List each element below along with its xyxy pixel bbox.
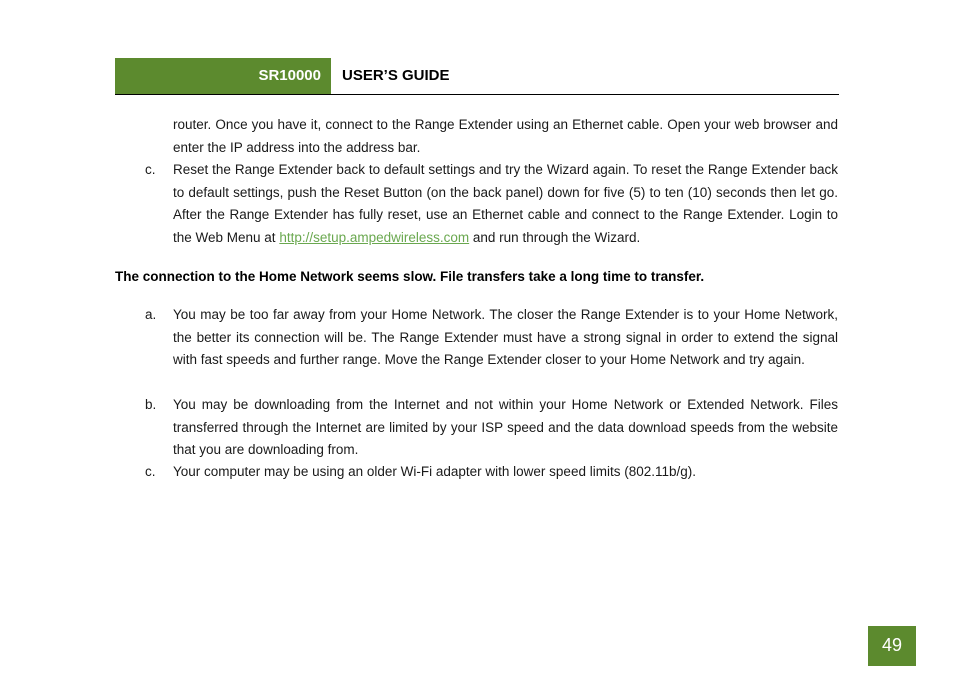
list-marker: a. (145, 307, 157, 322)
list-item-text (173, 159, 838, 249)
list-marker: b. (145, 397, 157, 412)
page-header (115, 58, 839, 95)
list-item-text: Your computer may be using an older Wi-Fi adapter with lower speed limits (802.11b/g). (173, 464, 696, 479)
list-marker: c. (145, 464, 156, 479)
setup-link[interactable]: http://setup.ampedwireless.com (279, 229, 470, 245)
guide-title: USER’S GUIDE (342, 67, 450, 84)
continuation-paragraph: router. Once you have it, connect to the Range Extender using an Ethernet cable. Open your web browser and enter the IP address into the address bar. (173, 117, 838, 155)
list-marker: c. (145, 162, 156, 177)
list-item-text: You may be too far away from your Home Network. The closer the Range Extender is to your Home Network, the better its connection will be. The Range Extender must have a strong signal in order to extend the signal with fast speeds and further range. Move the Range Extender closer to your Home Network and try again. (173, 307, 838, 368)
reset-text-end: and run through the Wizard. (469, 229, 641, 245)
reset-text: Reset the Range Extender back to default settings and try the Wizard again. To reset the Range Extender back to default settings, push the Reset Button (on the back panel) down for five (5) to ten (10) seconds then let go. After the Range Extender has fully reset, use an Ethernet cable and connect to the Range Extender. Login to the Web Menu at (173, 162, 838, 245)
list-item-text: You may be downloading from the Internet and not within your Home Network or Extended Network. Files transferred through the Internet are limited by your ISP speed and the data download speeds from the website that you are downloading from. (173, 397, 838, 458)
model-label: SR10000 (115, 58, 331, 94)
page-number: 49 (868, 626, 916, 666)
section-heading: The connection to the Home Network seems slow. File transfers take a long time to transfer. (115, 269, 705, 284)
